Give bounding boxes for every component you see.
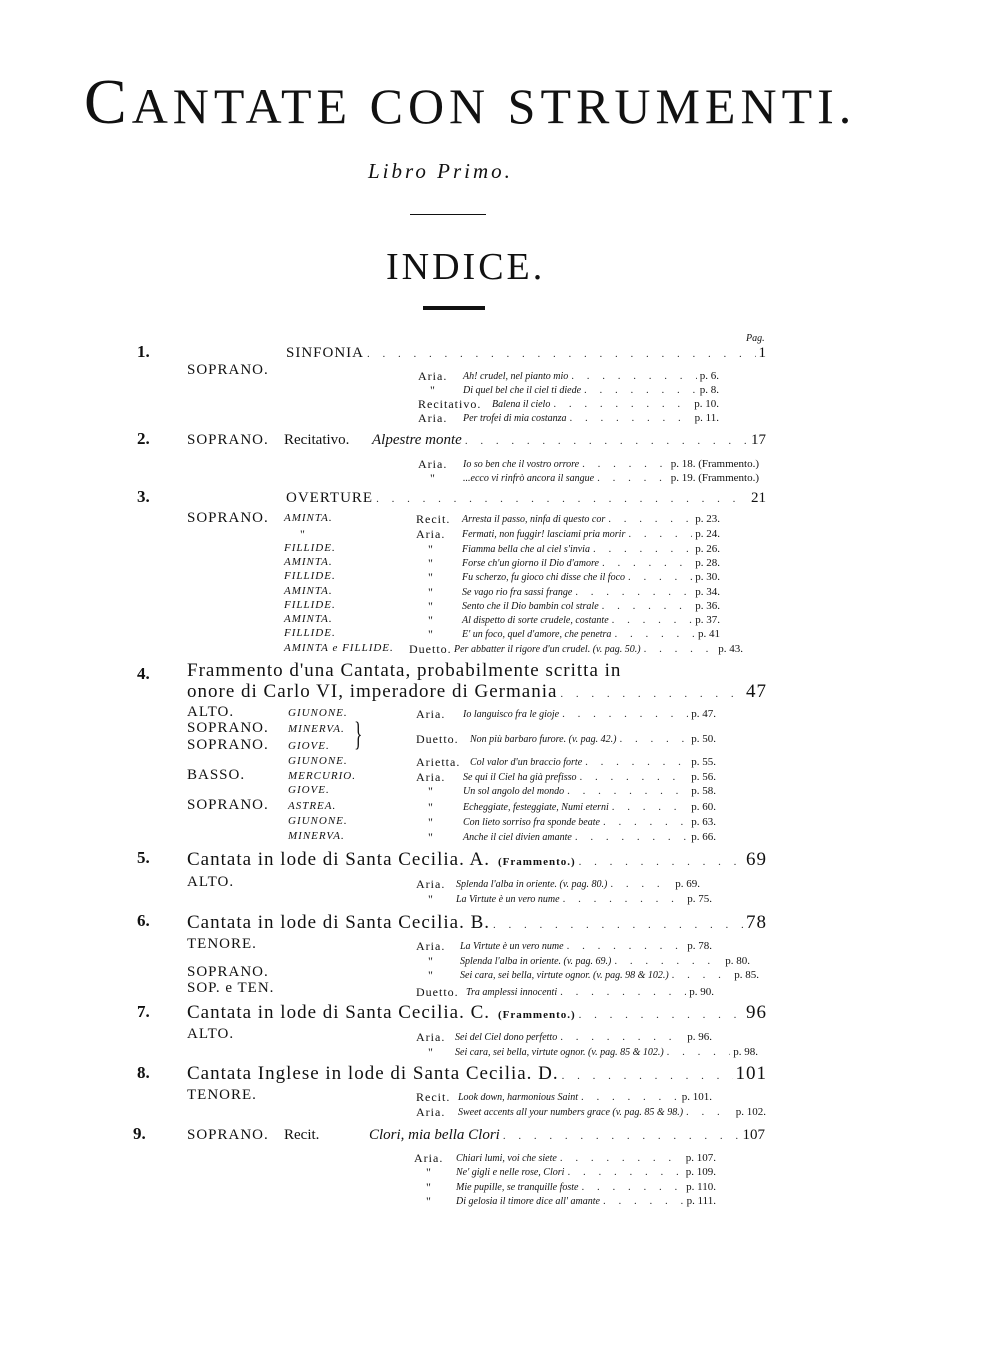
character-name: GIUNONE. <box>288 707 348 719</box>
movement-page: p. 43. <box>718 643 743 655</box>
entry-title: SINFONIA <box>286 345 365 361</box>
dot-leader <box>610 878 672 890</box>
movement-incipit: Splenda l'alba in oriente. (v. pag. 69.) <box>460 956 612 967</box>
movement-page: p. 30. <box>695 571 720 583</box>
movement-page: p. 85. <box>734 969 759 981</box>
dot-leader <box>628 528 692 540</box>
movement-page: p. 36. <box>695 600 720 612</box>
movement-incipit: Non più barbaro furore. (v. pag. 42.) <box>470 734 617 745</box>
entry-page: 69 <box>746 849 767 870</box>
movement-incipit: Se vago rio fra sassi frange <box>462 587 573 598</box>
movement-form: Aria. <box>416 770 446 784</box>
dot-leader <box>672 969 732 981</box>
movement-line <box>462 528 720 540</box>
movement-page: p. 96. <box>687 1031 712 1043</box>
entry-number: 7. <box>137 1002 150 1021</box>
movement-incipit: Look down, harmonious Saint <box>458 1092 579 1103</box>
dot-leader <box>563 893 685 905</box>
movement-page: p. 19. (Frammento.) <box>670 472 759 484</box>
character-name: FILLIDE. <box>284 570 336 582</box>
movement-incipit: Io so ben che il vostro orrore <box>463 459 580 470</box>
movement-page: p. 66. <box>691 831 716 843</box>
entry-kind: Recitativo. <box>284 432 350 448</box>
voice-label: TENORE. <box>187 936 257 952</box>
entry-title-line <box>369 1127 765 1144</box>
movement-page: p. 47. <box>691 708 716 720</box>
entry-title: Cantata in lode di Santa Cecilia. B. <box>187 912 490 933</box>
dot-leader <box>686 1106 733 1118</box>
entry-page: 96 <box>746 1002 767 1023</box>
movement-incipit: Al dispetto di sorte crudele, costante <box>462 615 609 626</box>
movement-page: p. 55. <box>691 756 716 768</box>
dot-leader <box>575 831 688 843</box>
dot-leader <box>597 472 668 484</box>
movement-line <box>462 586 720 598</box>
movement-incipit: Col valor d'un braccio forte <box>470 757 583 768</box>
dot-leader <box>579 1009 743 1021</box>
dot-leader <box>560 1152 683 1164</box>
dot-leader <box>667 1046 731 1058</box>
character-name: " <box>300 527 306 541</box>
index-heading: INDICE. <box>386 246 546 288</box>
dot-leader <box>614 955 722 967</box>
dot-leader <box>562 708 688 720</box>
dot-leader <box>579 856 743 868</box>
movement-form: " <box>428 815 434 829</box>
character-name: AMINTA e FILLIDE. <box>284 642 394 654</box>
movement-form: " <box>428 599 434 613</box>
character-name: FILLIDE. <box>284 542 336 554</box>
dot-leader <box>612 801 688 813</box>
dot-leader <box>503 1130 740 1142</box>
movement-page: p. 41 <box>698 628 720 640</box>
entry-page: 17 <box>751 432 766 448</box>
entry-title: OVERTURE <box>286 490 374 506</box>
dot-leader <box>612 614 693 626</box>
movement-form: Aria. <box>416 527 446 541</box>
movement-form: " <box>426 1194 432 1208</box>
movement-incipit: Chiari lumi, voi che siete <box>456 1153 557 1164</box>
entry-number: 8. <box>137 1063 150 1082</box>
dot-leader <box>581 1181 683 1193</box>
movement-incipit: Sento che il Dio bambin col strale <box>462 601 599 612</box>
movement-form: Duetto. <box>416 732 459 746</box>
movement-incipit: Di gelosia il timore dice all' amante <box>456 1196 600 1207</box>
movement-line <box>466 986 714 998</box>
movement-form: " <box>426 1165 432 1179</box>
movement-form: " <box>428 954 434 968</box>
movement-page: p. 50. <box>691 733 716 745</box>
movement-line <box>492 398 719 410</box>
character-name: AMINTA. <box>284 585 333 597</box>
movement-line <box>462 628 720 640</box>
movement-line <box>463 831 716 843</box>
movement-page: p. 101. <box>681 1091 712 1103</box>
entry-title-line <box>187 849 767 871</box>
movement-incipit: Sei cara, sei bella, virtute ognor. (v. pag. 85 & 102.) <box>455 1047 664 1058</box>
movement-form: Recit. <box>416 512 451 526</box>
movement-form: Aria. <box>416 877 446 891</box>
dot-leader <box>603 816 688 828</box>
movement-line <box>463 370 719 382</box>
movement-line <box>463 816 716 828</box>
movement-page: p. 24. <box>695 528 720 540</box>
movement-form: " <box>428 570 434 584</box>
dot-leader <box>644 643 716 655</box>
movement-form: Aria. <box>416 1105 446 1119</box>
dot-leader <box>608 513 692 525</box>
movement-incipit: Sei del Ciel dono perfetto <box>455 1032 558 1043</box>
movement-line <box>463 472 759 484</box>
movement-form: Duetto. <box>409 642 452 656</box>
movement-page: p. 78. <box>687 940 712 952</box>
movement-page: p. 69. <box>675 878 700 890</box>
dot-leader <box>585 756 688 768</box>
dot-leader <box>562 1070 733 1082</box>
entry-title-line <box>187 912 767 934</box>
movement-line <box>460 940 712 952</box>
page-column-label: Pag. <box>746 333 765 344</box>
character-name: GIOVE. <box>288 784 330 796</box>
character-name: MINERVA. <box>288 830 345 842</box>
fragment-note: (Frammento.) <box>498 1009 576 1021</box>
movement-line <box>463 384 719 396</box>
voice-label: TENORE. <box>187 1087 257 1103</box>
voice-label: SOPRANO. <box>187 362 269 378</box>
dot-leader <box>619 733 688 745</box>
entry-number: 3. <box>137 487 150 506</box>
movement-incipit: Splenda l'alba in oriente. (v. pag. 80.) <box>456 879 608 890</box>
entry-title: Cantata in lode di Santa Cecilia. C. <box>187 1002 490 1023</box>
voice-label: SOPRANO. <box>187 510 269 526</box>
entry-title: Frammento d'una Cantata, probabilmente scritta in <box>187 660 622 681</box>
dot-leader <box>602 600 693 612</box>
movement-line <box>463 458 759 470</box>
movement-form: Aria. <box>416 1030 446 1044</box>
movement-page: p. 110. <box>686 1181 716 1193</box>
movement-form: " <box>428 627 434 641</box>
voice-label: ALTO. <box>187 1026 235 1042</box>
movement-incipit: Ne' gigli e nelle rose, Clori <box>456 1167 565 1178</box>
entry-kind: Recit. <box>284 1127 320 1143</box>
movement-form: Aria. <box>418 411 448 425</box>
page-title-initial: C <box>84 66 132 137</box>
movement-incipit: Per abbatter il rigore d'un crudel. (v. pag. 50.) <box>454 644 641 655</box>
movement-line <box>456 1195 716 1207</box>
movement-incipit: ...ecco vi rinfrò ancora il sangue <box>463 473 595 484</box>
divider <box>410 214 486 215</box>
movement-page: p. 111. <box>686 1195 716 1207</box>
movement-line <box>455 1046 758 1058</box>
movement-page: p. 11. <box>694 412 719 424</box>
entry-page: 21 <box>751 490 766 506</box>
character-name: MERCURIO. <box>288 770 356 782</box>
entry-page: 47 <box>746 681 767 702</box>
movement-incipit: Ah! crudel, nel pianto mio <box>463 371 569 382</box>
movement-line <box>460 969 759 981</box>
entry-title: Clori, mia bella Clori <box>369 1127 500 1143</box>
entry-title: Cantata in lode di Santa Cecilia. A. <box>187 849 490 870</box>
movement-form: Duetto. <box>416 985 459 999</box>
entry-page: 107 <box>742 1127 765 1143</box>
movement-form: Aria. <box>416 707 446 721</box>
movement-incipit: Io languisco fra le gioje <box>463 709 560 720</box>
movement-incipit: Mie pupille, se tranquille foste <box>456 1182 579 1193</box>
movement-page: p. 34. <box>695 586 720 598</box>
movement-page: p. 23. <box>695 513 720 525</box>
movement-incipit: Tra amplessi innocenti <box>466 987 558 998</box>
dot-leader <box>567 940 685 952</box>
movement-incipit: Di quel bel che il ciel ti diede <box>463 385 582 396</box>
entry-number: 9. <box>133 1124 146 1143</box>
dot-leader <box>582 458 668 470</box>
voice-label: SOPRANO. <box>187 797 269 813</box>
voice-label: ALTO. <box>187 874 235 890</box>
movement-form: Arietta. <box>416 755 461 769</box>
dot-leader <box>614 628 695 640</box>
movement-form: " <box>428 556 434 570</box>
movement-page: p. 8. <box>699 384 719 396</box>
page-title <box>84 66 857 137</box>
movement-incipit: Fermati, non fuggir! lasciami pria morir <box>462 529 626 540</box>
voice-label: ALTO. <box>187 704 235 720</box>
dot-leader <box>584 384 697 396</box>
movement-incipit: Se qui il Ciel ha già prefisso <box>463 772 577 783</box>
brace: } <box>354 716 363 753</box>
entry-number: 5. <box>137 848 150 867</box>
movement-page: p. 107. <box>685 1152 716 1164</box>
dot-leader <box>567 1166 682 1178</box>
voice-label: SOPRANO. <box>187 964 269 980</box>
movement-form: " <box>428 800 434 814</box>
dot-leader <box>580 771 689 783</box>
voice-label: SOP. e TEN. <box>187 980 275 996</box>
movement-line <box>455 1031 712 1043</box>
movement-form: " <box>426 1180 432 1194</box>
movement-page: p. 6. <box>699 370 719 382</box>
movement-form: Recit. <box>416 1090 451 1104</box>
movement-line <box>463 708 716 720</box>
dot-leader <box>560 986 686 998</box>
entry-page: 78 <box>746 912 767 933</box>
movement-incipit: La Virtute è un vero nume <box>460 941 564 952</box>
dot-leader <box>581 1091 679 1103</box>
movement-line <box>462 600 720 612</box>
fragment-note: (Frammento.) <box>498 856 576 868</box>
movement-line <box>463 785 716 797</box>
entry-title-line <box>372 432 766 449</box>
dot-leader <box>560 688 743 700</box>
movement-form: Aria. <box>416 939 446 953</box>
character-name: ASTREA. <box>288 800 337 812</box>
movement-page: p. 58. <box>691 785 716 797</box>
subtitle: Libro Primo. <box>368 159 513 183</box>
movement-line <box>456 1181 716 1193</box>
movement-line <box>463 801 716 813</box>
movement-incipit: Per trofei di mia costanza <box>463 413 567 424</box>
entry-title-line <box>187 1002 767 1024</box>
voice-label: SOPRANO. <box>187 1127 269 1143</box>
movement-incipit: Arresta il passo, ninfa di questo cor <box>462 514 606 525</box>
movement-incipit: Balena il cielo <box>492 399 551 410</box>
movement-page: p. 109. <box>685 1166 716 1178</box>
movement-form: " <box>430 471 436 485</box>
character-name: MINERVA. <box>288 723 345 735</box>
dot-leader <box>465 435 748 447</box>
dot-leader <box>603 1195 684 1207</box>
movement-page: p. 28. <box>695 557 720 569</box>
voice-label: SOPRANO. <box>187 737 269 753</box>
movement-form: " <box>428 542 434 556</box>
entry-page: 1 <box>758 345 766 361</box>
voice-label: BASSO. <box>187 767 246 783</box>
entry-title: Cantata Inglese in lode di Santa Cecilia. D. <box>187 1063 559 1084</box>
movement-form: " <box>428 968 434 982</box>
movement-incipit: Un sol angolo del mondo <box>463 786 565 797</box>
movement-incipit: Anche il ciel divien amante <box>463 832 572 843</box>
entry-title-line <box>187 1063 767 1085</box>
movement-page: p. 102. <box>735 1106 766 1118</box>
dot-leader <box>553 398 691 410</box>
dot-leader <box>493 919 743 931</box>
dot-leader <box>376 493 748 505</box>
movement-page: p. 60. <box>691 801 716 813</box>
movement-form: " <box>430 383 436 397</box>
movement-incipit: Sweet accents all your numbers grace (v. pag. 85 & 98.) <box>458 1107 684 1118</box>
entry-number: 6. <box>137 911 150 930</box>
character-name: GIUNONE. <box>288 755 348 767</box>
dot-leader <box>367 348 755 360</box>
movement-page: p. 75. <box>687 893 712 905</box>
entry-number: 4. <box>137 664 150 683</box>
dot-leader <box>628 571 692 583</box>
movement-page: p. 56. <box>691 771 716 783</box>
movement-line <box>456 878 700 890</box>
movement-line <box>454 643 743 655</box>
movement-form: Aria. <box>414 1151 444 1165</box>
movement-incipit: La Virtute è un vero nume <box>456 894 560 905</box>
movement-line <box>458 1091 712 1103</box>
movement-form: " <box>428 585 434 599</box>
character-name: GIOVE. <box>288 740 330 752</box>
movement-incipit: Echeggiate, festeggiate, Numi eterni <box>463 802 609 813</box>
movement-page: p. 63. <box>691 816 716 828</box>
movement-page: p. 90. <box>689 986 714 998</box>
dot-leader <box>567 785 688 797</box>
movement-line <box>462 513 720 525</box>
character-name: GIUNONE. <box>288 815 348 827</box>
movement-page: p. 10. <box>694 398 719 410</box>
movement-line <box>462 543 720 555</box>
movement-form: " <box>428 1045 434 1059</box>
movement-line <box>470 756 716 768</box>
movement-line <box>460 955 750 967</box>
entry-title-line <box>286 490 766 507</box>
movement-incipit: Fu scherzo, fu gioco chi disse che il foco <box>462 572 626 583</box>
movement-incipit: Con lieto sorriso fra sponde beate <box>463 817 600 828</box>
movement-form: " <box>428 613 434 627</box>
movement-form: Recitativo. <box>418 397 482 411</box>
movement-line <box>456 893 712 905</box>
movement-form: " <box>428 830 434 844</box>
movement-form: " <box>428 892 434 906</box>
entry-title-line <box>187 681 767 703</box>
movement-page: p. 37. <box>695 614 720 626</box>
character-name: FILLIDE. <box>284 627 336 639</box>
movement-line <box>462 614 720 626</box>
movement-incipit: Forse ch'un giorno il Dio d'amore <box>462 558 599 569</box>
movement-line <box>458 1106 766 1118</box>
movement-incipit: Fiamma bella che al ciel s'invia <box>462 544 590 555</box>
movement-line <box>463 412 719 424</box>
movement-incipit: E' un foco, quel d'amore, che penetra <box>462 629 612 640</box>
dot-leader <box>570 412 692 424</box>
dot-leader <box>571 370 696 382</box>
entry-page: 101 <box>735 1063 767 1084</box>
movement-page: p. 80. <box>725 955 750 967</box>
entry-number: 1. <box>137 342 150 361</box>
character-name: AMINTA. <box>284 556 333 568</box>
voice-label: SOPRANO. <box>187 432 269 448</box>
dot-leader <box>575 586 692 598</box>
dot-leader <box>593 543 692 555</box>
character-name: FILLIDE. <box>284 599 336 611</box>
entry-number: 2. <box>137 429 150 448</box>
voice-label: SOPRANO. <box>187 720 269 736</box>
divider-thick <box>423 306 485 310</box>
movement-page: p. 98. <box>733 1046 758 1058</box>
character-name: AMINTA. <box>284 613 333 625</box>
movement-line <box>462 557 720 569</box>
dot-leader <box>602 557 692 569</box>
movement-incipit: Sei cara, sei bella, virtute ognor. (v. pag. 98 & 102.) <box>460 970 669 981</box>
movement-page: p. 18. (Frammento.) <box>670 458 759 470</box>
entry-title-line <box>286 345 766 362</box>
movement-line <box>470 733 716 745</box>
dot-leader <box>560 1031 684 1043</box>
page-title-rest: ANTATE CON STRUMENTI. <box>131 78 857 134</box>
movement-form: Aria. <box>418 369 448 383</box>
movement-line <box>456 1166 716 1178</box>
movement-form: Aria. <box>418 457 448 471</box>
movement-form: " <box>428 784 434 798</box>
entry-title-continued: onore di Carlo VI, imperadore di Germania <box>187 681 558 702</box>
movement-line <box>462 571 720 583</box>
entry-title: Alpestre monte <box>372 432 462 448</box>
character-name: AMINTA. <box>284 512 333 524</box>
movement-page: p. 26. <box>695 543 720 555</box>
movement-line <box>456 1152 716 1164</box>
movement-line <box>463 771 716 783</box>
